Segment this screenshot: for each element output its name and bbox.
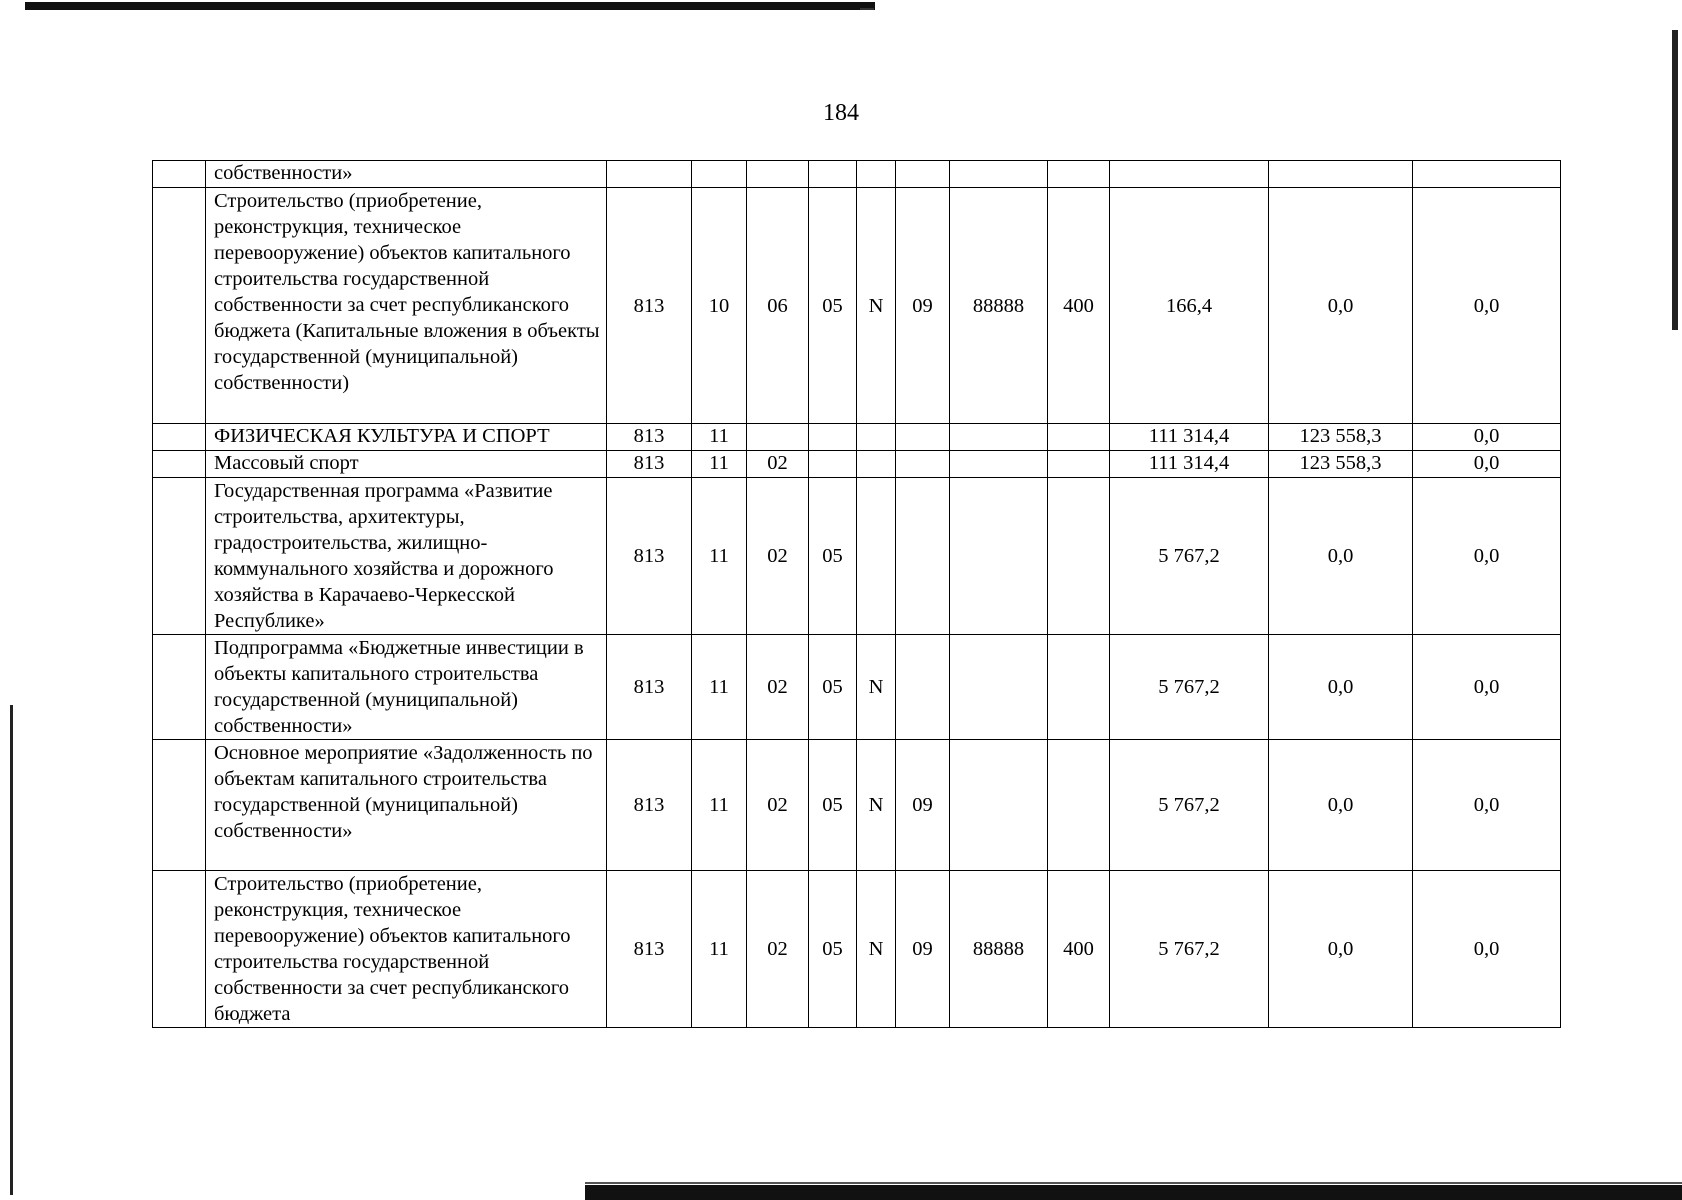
cell-amount-year2: 0,0 <box>1269 740 1413 871</box>
cell-amount-year2: 123 558,3 <box>1269 424 1413 451</box>
cell-subsection: 02 <box>747 451 809 478</box>
cell-amount-year1: 5 767,2 <box>1110 871 1269 1028</box>
cell-ministry-code: 813 <box>607 451 692 478</box>
cell-subprogram <box>857 424 896 451</box>
cell-direction <box>950 161 1048 188</box>
cell-section: 11 <box>692 740 747 871</box>
cell-program: 05 <box>809 478 857 635</box>
cell-program: 05 <box>809 188 857 424</box>
cell-amount-year3: 0,0 <box>1413 478 1561 635</box>
scan-edge-top-tail <box>860 8 874 10</box>
cell-expense-type <box>1048 635 1110 740</box>
cell-amount-year2: 123 558,3 <box>1269 451 1413 478</box>
cell-subsection: 02 <box>747 740 809 871</box>
cell-amount-year3 <box>1413 161 1561 188</box>
cell-ministry-code: 813 <box>607 478 692 635</box>
cell-section: 11 <box>692 478 747 635</box>
row-number-cell <box>153 451 206 478</box>
cell-subprogram: N <box>857 188 896 424</box>
cell-amount-year1: 111 314,4 <box>1110 424 1269 451</box>
row-number-cell <box>153 188 206 424</box>
cell-amount-year2 <box>1269 161 1413 188</box>
cell-ministry-code: 813 <box>607 740 692 871</box>
page-number: 184 <box>823 100 859 126</box>
cell-direction <box>950 424 1048 451</box>
cell-program <box>809 424 857 451</box>
table-row <box>153 478 1561 635</box>
cell-direction: 88888 <box>950 871 1048 1028</box>
cell-amount-year2: 0,0 <box>1269 635 1413 740</box>
cell-section: 10 <box>692 188 747 424</box>
cell-activity: 09 <box>896 740 950 871</box>
cell-direction <box>950 478 1048 635</box>
row-name: Основное мероприятие «Задолженность по объектам капитального строительства государственной (муниципальной) собственности» <box>206 740 607 871</box>
row-number-cell <box>153 478 206 635</box>
table-row <box>153 871 1561 1028</box>
cell-ministry-code: 813 <box>607 188 692 424</box>
cell-subprogram <box>857 161 896 188</box>
cell-program: 05 <box>809 871 857 1028</box>
cell-section: 11 <box>692 871 747 1028</box>
cell-amount-year2: 0,0 <box>1269 871 1413 1028</box>
cell-ministry-code: 813 <box>607 424 692 451</box>
table-row <box>153 740 1561 871</box>
cell-direction: 88888 <box>950 188 1048 424</box>
cell-subprogram: N <box>857 871 896 1028</box>
cell-direction <box>950 451 1048 478</box>
scan-edge-left <box>10 705 13 1195</box>
cell-amount-year2: 0,0 <box>1269 188 1413 424</box>
scan-edge-bottom <box>585 1185 1682 1200</box>
cell-subprogram: N <box>857 740 896 871</box>
cell-activity <box>896 161 950 188</box>
cell-section: 11 <box>692 451 747 478</box>
cell-ministry-code <box>607 161 692 188</box>
cell-expense-type <box>1048 478 1110 635</box>
cell-expense-type <box>1048 451 1110 478</box>
cell-subprogram <box>857 451 896 478</box>
cell-amount-year3: 0,0 <box>1413 424 1561 451</box>
cell-direction <box>950 740 1048 871</box>
scan-edge-bottom-line <box>585 1182 1682 1184</box>
table-row <box>153 424 1561 451</box>
cell-section: 11 <box>692 424 747 451</box>
cell-activity: 09 <box>896 188 950 424</box>
cell-subsection: 02 <box>747 478 809 635</box>
row-number-cell <box>153 635 206 740</box>
cell-amount-year3: 0,0 <box>1413 188 1561 424</box>
cell-expense-type: 400 <box>1048 188 1110 424</box>
table-row <box>153 161 1561 188</box>
cell-amount-year2: 0,0 <box>1269 478 1413 635</box>
row-name: собственности» <box>206 161 607 188</box>
cell-subprogram <box>857 478 896 635</box>
table-row <box>153 188 1561 424</box>
cell-expense-type <box>1048 740 1110 871</box>
cell-amount-year3: 0,0 <box>1413 740 1561 871</box>
scan-edge-right <box>1672 30 1678 330</box>
cell-subsection <box>747 424 809 451</box>
cell-activity <box>896 478 950 635</box>
row-name: Подпрограмма «Бюджетные инвестиции в объекты капитального строительства государственной (муниципальной) собственности» <box>206 635 607 740</box>
cell-section <box>692 161 747 188</box>
table-row <box>153 451 1561 478</box>
cell-amount-year1 <box>1110 161 1269 188</box>
cell-ministry-code: 813 <box>607 635 692 740</box>
cell-direction <box>950 635 1048 740</box>
cell-amount-year3: 0,0 <box>1413 871 1561 1028</box>
cell-subsection: 02 <box>747 635 809 740</box>
budget-table <box>152 160 1561 1028</box>
cell-program: 05 <box>809 740 857 871</box>
cell-amount-year1: 111 314,4 <box>1110 451 1269 478</box>
cell-subsection: 06 <box>747 188 809 424</box>
cell-activity <box>896 424 950 451</box>
row-name: ФИЗИЧЕСКАЯ КУЛЬТУРА И СПОРТ <box>206 424 607 451</box>
cell-program <box>809 451 857 478</box>
cell-subsection <box>747 161 809 188</box>
row-name: Строительство (приобретение, реконструкция, техническое перевооружение) объектов капитального строительства государственной собственности за счет республиканского бюджета <box>206 871 607 1028</box>
cell-amount-year3: 0,0 <box>1413 451 1561 478</box>
cell-amount-year1: 5 767,2 <box>1110 635 1269 740</box>
cell-subsection: 02 <box>747 871 809 1028</box>
cell-amount-year1: 5 767,2 <box>1110 740 1269 871</box>
cell-ministry-code: 813 <box>607 871 692 1028</box>
row-name: Строительство (приобретение, реконструкция, техническое перевооружение) объектов капитального строительства государственной собственности за счет республиканского бюджета (Капитальные вложения в объекты государственной (муниципальной) собственности) <box>206 188 607 424</box>
cell-expense-type <box>1048 161 1110 188</box>
cell-expense-type: 400 <box>1048 871 1110 1028</box>
cell-amount-year1: 5 767,2 <box>1110 478 1269 635</box>
cell-amount-year3: 0,0 <box>1413 635 1561 740</box>
cell-program: 05 <box>809 635 857 740</box>
row-name: Государственная программа «Развитие строительства, архитектуры, градостроительства, жилищно-коммунального хозяйства и дорожного хозяйства в Карачаево-Черкесской Республике» <box>206 478 607 635</box>
cell-section: 11 <box>692 635 747 740</box>
row-number-cell <box>153 871 206 1028</box>
cell-program <box>809 161 857 188</box>
row-number-cell <box>153 161 206 188</box>
cell-activity: 09 <box>896 871 950 1028</box>
row-name: Массовый спорт <box>206 451 607 478</box>
table-row <box>153 635 1561 740</box>
cell-expense-type <box>1048 424 1110 451</box>
cell-activity <box>896 635 950 740</box>
row-number-cell <box>153 740 206 871</box>
scan-edge-top <box>25 2 875 10</box>
cell-amount-year1: 166,4 <box>1110 188 1269 424</box>
cell-subprogram: N <box>857 635 896 740</box>
cell-activity <box>896 451 950 478</box>
row-number-cell <box>153 424 206 451</box>
